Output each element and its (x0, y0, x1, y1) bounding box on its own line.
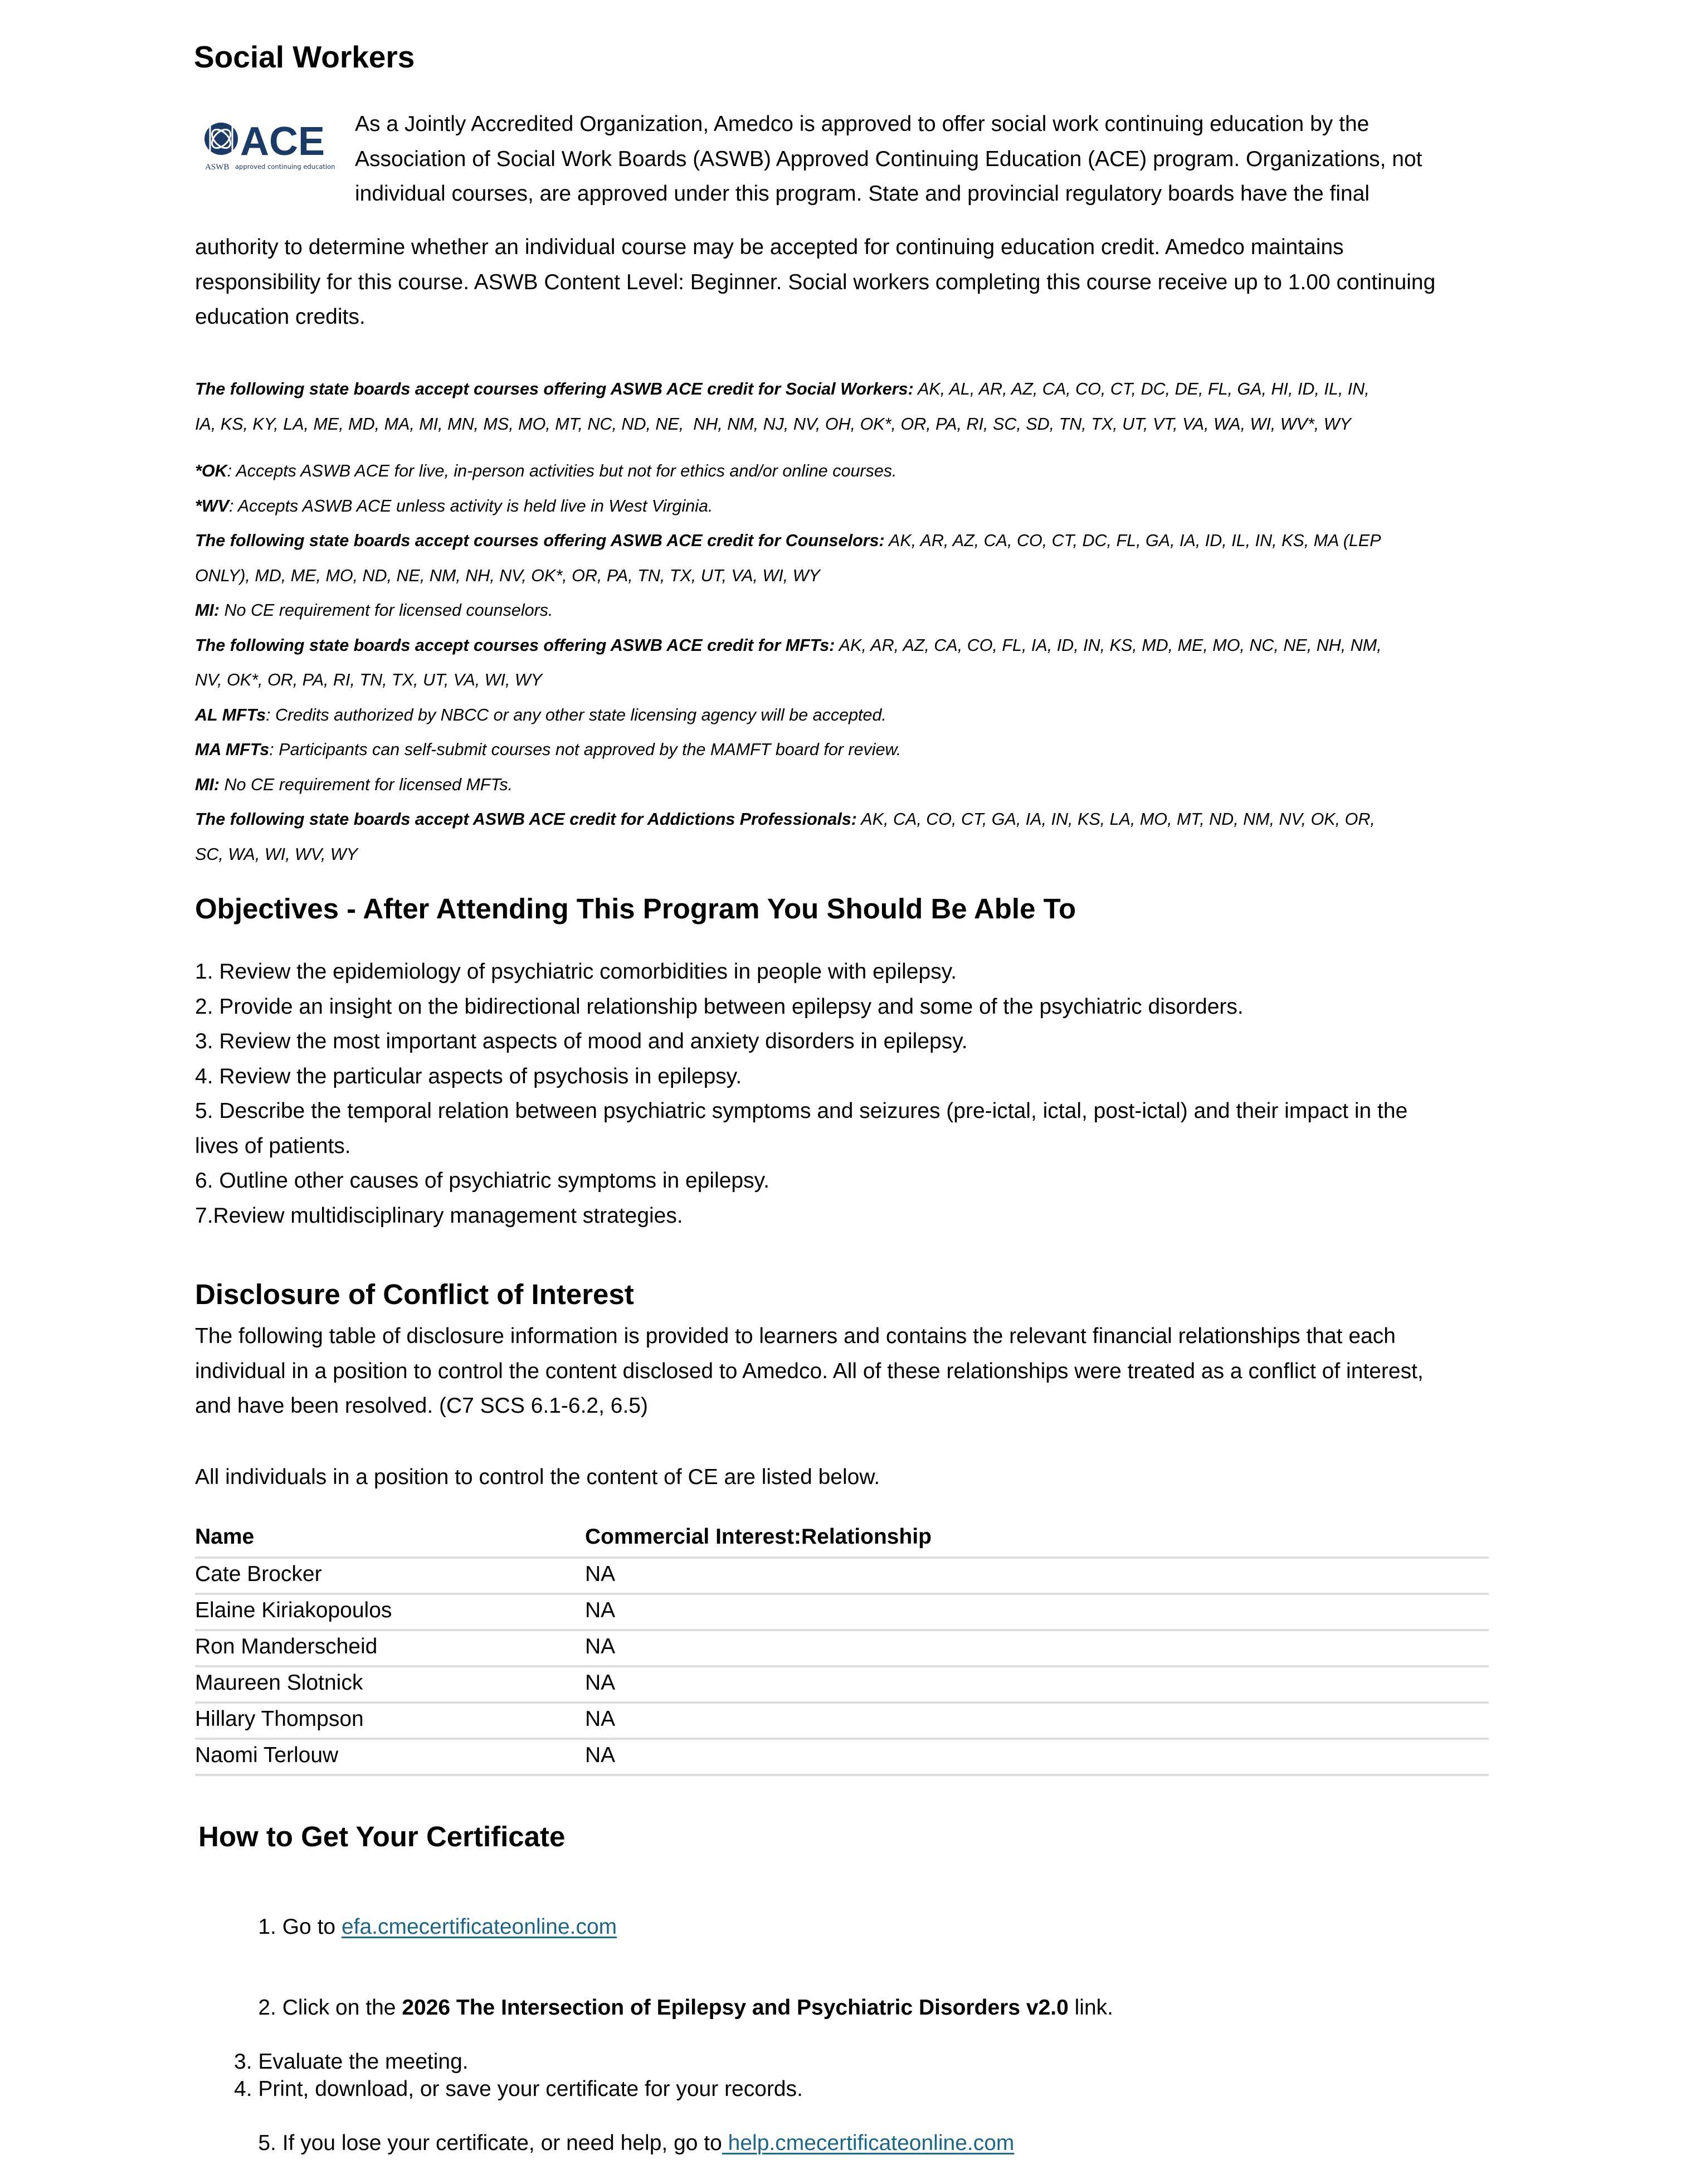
help-site-link[interactable]: help.cmecertificateonline.com (722, 2131, 1015, 2155)
paragraph-line: individual courses, are approved under this program. State and provincial regulatory boards have the final (355, 182, 1370, 206)
disclosure-table (195, 1513, 1489, 1776)
addictions-boards-label: The following state boards accept ASWB ACE credit for Addictions Professionals: (195, 810, 857, 829)
name-cell: Hillary Thompson (195, 1707, 364, 1731)
wv-note: *WV: Accepts ASWB ACE unless activity is held live in West Virginia. (195, 496, 713, 515)
certificate-step-5: 5. If you lose your certificate, or need help, go to help.cmecertificateonline.com (258, 2131, 1015, 2155)
relationship-cell: NA (585, 1671, 616, 1695)
addictions-boards-line: The following state boards accept ASWB ACE credit for Addictions Professionals: AK, CA, CO, CT, GA, IA, IN, KS, LA, MO, MT, ND, NM, NV, OK, OR, (195, 810, 1375, 829)
disclosure-heading: Disclosure of Conflict of Interest (195, 1278, 634, 1310)
certificate-steps (234, 1886, 1113, 2184)
al-mfts-note: AL MFTs: Credits authorized by NBCC or any other state licensing agency will be accepted. (195, 705, 886, 724)
ok-note: *OK: Accepts ASWB ACE for live, in-person activities but not for ethics and/or online courses. (195, 461, 897, 480)
paragraph-line: and have been resolved. (C7 SCS 6.1-6.2, 6.5) (195, 1394, 648, 1418)
aswb-wordmark: ASWB (205, 163, 230, 172)
ma-mfts-note: MA MFTs: Participants can self-submit courses not approved by the MAMFT board for review. (195, 740, 901, 759)
mi-counselors-note: MI: No CE requirement for licensed counselors. (195, 601, 553, 620)
name-cell: Maureen Slotnick (195, 1671, 363, 1695)
ace-continued-paragraph (195, 230, 1435, 335)
social-workers-boards-label: The following state boards accept courses offering ASWB ACE credit for Social Workers: (195, 380, 914, 398)
certificate-step-1: 1. Go to efa.cmecertificateonline.com (258, 1914, 617, 1939)
table-row (195, 1740, 1489, 1776)
certificate-step-2: 2. Click on the 2026 The Intersection of Epilepsy and Psychiatric Disorders v2.0 link. (258, 1996, 1113, 2020)
objective-item: 3. Review the most important aspects of mood and anxiety disorders in epilepsy. (195, 1029, 968, 1053)
relationship-cell: NA (585, 1707, 616, 1731)
relationship-cell: NA (585, 1562, 616, 1586)
objective-item: 5. Describe the temporal relation between psychiatric symptoms and seizures (pre-ictal, ictal, post-ictal) and their impact in the (195, 1099, 1408, 1123)
state-boards-section (195, 372, 1382, 872)
objective-item: 7.Review multidisciplinary management strategies. (195, 1203, 683, 1228)
mi-mfts-note: MI: No CE requirement for licensed MFTs. (195, 775, 513, 794)
disclosure-paragraph (195, 1319, 1424, 1424)
table-row (195, 1595, 1489, 1631)
table-row (195, 1631, 1489, 1667)
paragraph-line: As a Jointly Accredited Organization, Amedco is approved to offer social work continuing education by the (355, 112, 1370, 136)
column-header-relationship: Commercial Interest:Relationship (585, 1525, 932, 1549)
listed-below-text: All individuals in a position to control the content of CE are listed below. (195, 1465, 880, 1489)
social-workers-boards-line: The following state boards accept courses offering ASWB ACE credit for Social Workers: AK, AL, AR, AZ, CA, CO, CT, DC, DE, FL, GA, HI, ID, IL, IN, (195, 380, 1370, 398)
objectives-list (195, 955, 1407, 1233)
paragraph-line: individual in a position to control the content disclosed to Amedco. All of these relationships were treated as a conflict of interest, (195, 1359, 1424, 1383)
name-cell: Cate Brocker (195, 1562, 322, 1586)
social-workers-boards-line: IA, KS, KY, LA, ME, MD, MA, MI, MN, MS, MO, MT, NC, ND, NE, NH, NM, NJ, NV, OH, OK*, OR, PA, RI, SC, SD, TN, TX, UT, VT, VA, WA, WI, WV*, WY (195, 414, 1351, 434)
addictions-boards-line: SC, WA, WI, WV, WY (195, 844, 358, 864)
paragraph-line: The following table of disclosure information is provided to learners and contains the relevant financial relationships that each (195, 1324, 1396, 1348)
name-cell: Naomi Terlouw (195, 1743, 339, 1767)
table-row (195, 1704, 1489, 1740)
relationship-cell: NA (585, 1743, 616, 1767)
ace-intro-paragraph (355, 107, 1422, 212)
table-row (195, 1667, 1489, 1704)
relationship-cell: NA (585, 1598, 616, 1622)
course-title: 2026 The Intersection of Epilepsy and Psychiatric Disorders v2.0 (402, 1996, 1069, 2020)
counselors-boards-line: The following state boards accept courses offering ASWB ACE credit for Counselors: AK, AR, AZ, CA, CO, CT, DC, FL, GA, IA, ID, IL, IN, KS, MA (LEP (195, 531, 1381, 550)
ace-wordmark: ACE (240, 121, 325, 164)
table-row (195, 1559, 1489, 1595)
social-workers-heading: Social Workers (194, 40, 415, 74)
mfts-boards-line: The following state boards accept courses offering ASWB ACE credit for MFTs: AK, AR, AZ, CA, CO, FL, IA, ID, IN, KS, MD, ME, MO, NC, NE, NH, NM, (195, 635, 1382, 655)
aswb-ace-logo (203, 121, 345, 173)
objective-item-continued: lives of patients. (195, 1134, 351, 1158)
objective-item: 6. Outline other causes of psychiatric symptoms in epilepsy. (195, 1169, 770, 1193)
table-header-row (195, 1513, 1489, 1559)
relationship-cell: NA (585, 1635, 616, 1658)
certificate-step-3: 3. Evaluate the meeting. (234, 2050, 469, 2074)
mfts-boards-label: The following state boards accept courses offering ASWB ACE credit for MFTs: (195, 635, 835, 655)
certificate-step-4: 4. Print, download, or save your certificate for your records. (234, 2076, 803, 2101)
paragraph-line: Association of Social Work Boards (ASWB) Approved Continuing Education (ACE) program. Organizations, not (355, 147, 1422, 171)
counselors-boards-label: The following state boards accept courses offering ASWB ACE credit for Counselors: (195, 531, 885, 550)
column-header-name: Name (195, 1525, 255, 1549)
paragraph-line: responsibility for this course. ASWB Content Level: Beginner. Social workers completing this course receive up to 1.00 continuing (195, 270, 1436, 294)
aswb-ace-logo-icon (203, 121, 345, 173)
certificate-heading: How to Get Your Certificate (198, 1821, 566, 1852)
ace-tagline: approved continuing education (235, 163, 335, 171)
objectives-heading: Objectives - After Attending This Program You Should Be Able To (195, 893, 1076, 925)
objective-item: 4. Review the particular aspects of psychosis in epilepsy. (195, 1064, 742, 1088)
certificate-site-link[interactable]: efa.cmecertificateonline.com (341, 1914, 617, 1939)
paragraph-line: authority to determine whether an individual course may be accepted for continuing education credit. Amedco maintains (195, 235, 1344, 259)
mfts-boards-line: NV, OK*, OR, PA, RI, TN, TX, UT, VA, WI, WY (195, 670, 543, 689)
counselors-boards-line: ONLY), MD, ME, MO, ND, NE, NM, NH, NV, OK*, OR, PA, TN, TX, UT, VA, WI, WY (195, 566, 820, 585)
objective-item: 1. Review the epidemiology of psychiatric comorbidities in people with epilepsy. (195, 960, 957, 984)
paragraph-line: education credits. (195, 305, 366, 329)
objective-item: 2. Provide an insight on the bidirectional relationship between epilepsy and some of the psychiatric disorders. (195, 994, 1244, 1019)
name-cell: Elaine Kiriakopoulos (195, 1598, 392, 1622)
name-cell: Ron Manderscheid (195, 1635, 378, 1658)
